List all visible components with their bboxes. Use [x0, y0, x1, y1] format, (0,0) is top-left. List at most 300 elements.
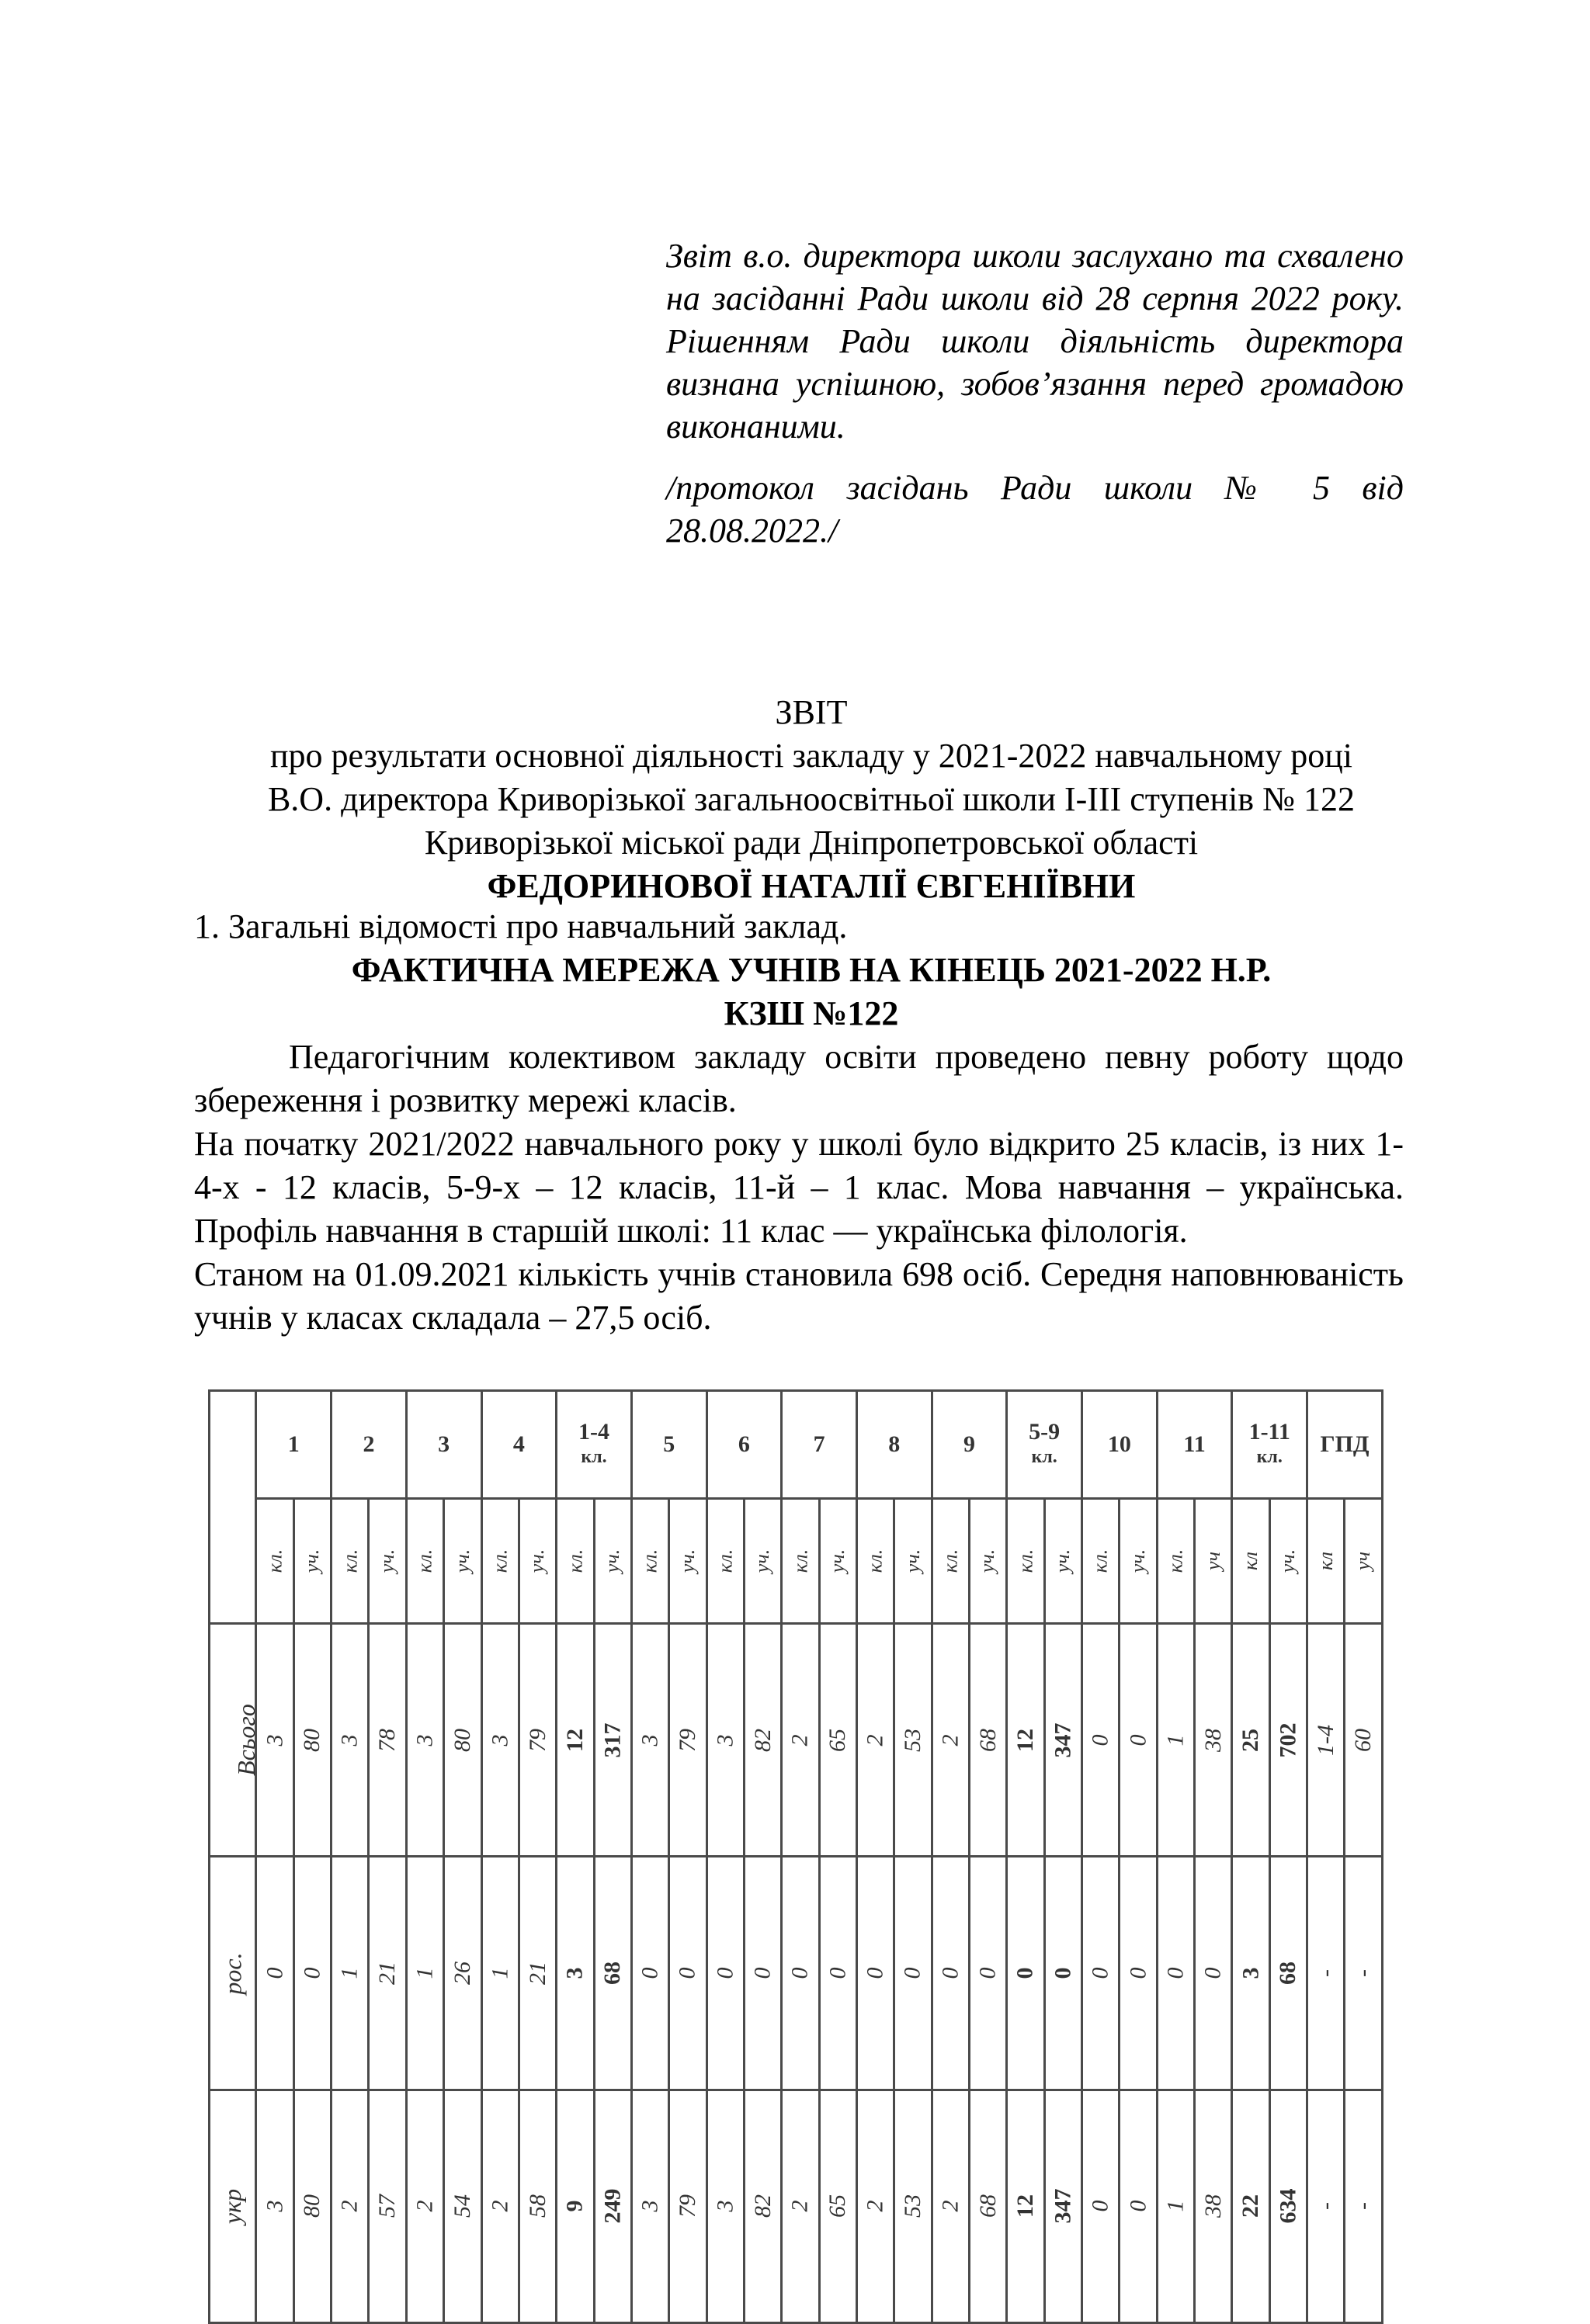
table-cell	[856, 1624, 894, 1857]
subheader-cell	[1269, 1498, 1307, 1623]
group-header	[256, 1391, 332, 1499]
cell-value: 53	[899, 2194, 925, 2218]
cell-value: 249	[599, 2188, 626, 2224]
body-text	[194, 1035, 1404, 1340]
subheader-cell	[706, 1498, 744, 1623]
cell-value: 0	[674, 1967, 700, 1979]
subheader-cell	[557, 1498, 594, 1623]
cell-value: 80	[299, 1728, 325, 1752]
table-cell	[631, 1624, 668, 1857]
table-row	[210, 1857, 1383, 2090]
table-cell	[1232, 2090, 1269, 2322]
table-cell	[293, 1857, 331, 2090]
table-cell	[706, 1857, 744, 2090]
group-header-label: 1-11	[1248, 1418, 1290, 1445]
cell-value: 0	[262, 1967, 288, 1979]
body-paragraph-1: Педагогічним колективом закладу освіти проведено певну роботу щодо збереження і розвитку мережі класів.	[194, 1038, 1404, 1119]
group-header-label: 2	[363, 1431, 375, 1457]
subheader-label: кл.	[338, 1549, 361, 1573]
table-cell	[1345, 1624, 1383, 1857]
row-label: Всього	[231, 1704, 260, 1777]
subheader-cell	[669, 1498, 706, 1623]
cell-value: 2	[487, 2200, 513, 2212]
group-header	[706, 1391, 782, 1499]
cell-value: 80	[449, 1728, 475, 1752]
cell-value: 3	[637, 2200, 663, 2212]
cell-value: 1	[336, 1967, 363, 1979]
cell-value: 0	[1125, 2200, 1151, 2212]
subheader-cell	[1195, 1498, 1232, 1623]
subheader-cell	[1345, 1498, 1383, 1623]
group-header-label: 10	[1107, 1431, 1131, 1457]
cell-value: 317	[599, 1722, 626, 1758]
cell-value: 22	[1238, 2194, 1264, 2218]
table-cell	[744, 2090, 781, 2322]
group-header-label: ГПД	[1320, 1431, 1370, 1457]
cell-value: 26	[449, 1962, 475, 1986]
table-cell	[594, 1857, 631, 2090]
table-cell	[932, 2090, 969, 2322]
cell-value: 3	[712, 1734, 738, 1746]
table-cell	[594, 2090, 631, 2322]
subheader-cell	[481, 1498, 519, 1623]
table-cell	[519, 1624, 556, 1857]
table-cell	[256, 1624, 293, 1857]
table-cell	[1082, 1857, 1120, 2090]
cell-value: 38	[1199, 2194, 1226, 2218]
section-heading: 1. Загальні відомості про навчальний заклад.	[194, 907, 848, 945]
table-cell	[932, 1857, 969, 2090]
body-paragraph-3: Станом на 01.09.2021 кількість учнів становила 698 осіб. Середня наповнюваність учнів у класах складала – 27,5 осіб.	[194, 1255, 1404, 1337]
cell-value: 347	[1050, 2188, 1076, 2224]
subheader-cell	[406, 1498, 443, 1623]
cell-value: 347	[1050, 1722, 1076, 1758]
cell-value: 79	[674, 1728, 700, 1752]
cell-value: -	[1350, 2202, 1376, 2211]
table-cell	[369, 2090, 406, 2322]
group-header	[631, 1391, 706, 1499]
table-cell	[1044, 1857, 1081, 2090]
cell-value: 0	[1012, 1967, 1038, 1979]
cell-value: 0	[299, 1967, 325, 1979]
cell-value: 0	[1087, 2200, 1113, 2212]
cell-value: 0	[974, 1967, 1001, 1979]
cell-value: 25	[1238, 1728, 1264, 1752]
cell-value: 3	[712, 2200, 738, 2212]
cell-value: 78	[374, 1728, 401, 1752]
network-title-line-1: ФАКТИЧНА МЕРЕЖА УЧНІВ НА КІНЕЦЬ 2021-2022 Н.Р.	[351, 951, 1272, 989]
subheader-cell	[1232, 1498, 1269, 1623]
cell-value: 60	[1350, 1728, 1376, 1752]
subheader-cell	[519, 1498, 556, 1623]
cell-value: 3	[1238, 1967, 1264, 1979]
group-header	[1307, 1391, 1383, 1499]
cell-value: 634	[1275, 2188, 1301, 2224]
table-cell	[782, 1624, 819, 1857]
table-cell	[1120, 1857, 1157, 2090]
table-cell	[1120, 2090, 1157, 2322]
subheader-cell	[782, 1498, 819, 1623]
table-cell	[969, 1624, 1006, 1857]
subheader-label: уч.	[601, 1549, 624, 1573]
cell-value: 1	[487, 1967, 513, 1979]
table-cell	[631, 2090, 668, 2322]
table-cell	[894, 1624, 932, 1857]
table-cell	[1345, 1857, 1383, 2090]
cell-value: 0	[1050, 1967, 1076, 1979]
cell-value: -	[1312, 1969, 1338, 1978]
subheader-label: кл.	[863, 1549, 887, 1573]
cell-value: 0	[899, 1967, 925, 1979]
cell-value: 53	[899, 1728, 925, 1752]
subheader-cell	[1307, 1498, 1345, 1623]
cell-value: 68	[974, 1728, 1001, 1752]
table-cell	[293, 2090, 331, 2322]
table-cell	[1157, 1624, 1194, 1857]
student-network-table	[208, 1389, 1383, 2324]
subheader-cell	[1157, 1498, 1194, 1623]
network-title	[171, 949, 1452, 1035]
director-name: ФЕДОРИНОВОЇ НАТАЛІЇ ЄВГЕНІЇВНИ	[487, 867, 1136, 905]
cell-value: 38	[1199, 1728, 1226, 1752]
group-header	[406, 1391, 481, 1499]
table-subheader-row	[210, 1498, 1383, 1623]
table-cell	[1007, 2090, 1044, 2322]
table-cell	[969, 2090, 1006, 2322]
cell-value: 2	[937, 2200, 963, 2212]
table-cell	[1269, 1624, 1307, 1857]
table-cell	[1157, 1857, 1194, 2090]
subheader-cell	[819, 1498, 856, 1623]
table-cell	[894, 2090, 932, 2322]
table-cell	[1195, 1624, 1232, 1857]
cell-value: 2	[937, 1734, 963, 1746]
table-cell	[894, 1857, 932, 2090]
table-cell	[856, 2090, 894, 2322]
cell-value: 0	[1125, 1967, 1151, 1979]
table-cell	[1195, 2090, 1232, 2322]
table-cell	[1307, 1857, 1345, 2090]
table-cell	[256, 1857, 293, 2090]
table-cell	[369, 1857, 406, 2090]
group-header	[782, 1391, 857, 1499]
subheader-cell	[631, 1498, 668, 1623]
subheader-cell	[744, 1498, 781, 1623]
table-cell	[1120, 1624, 1157, 1857]
subheader-cell	[894, 1498, 932, 1623]
table-cell	[856, 1857, 894, 2090]
report-subtitle-line-2: В.О. директора Криворізької загальноосвітньої школи І-ІІІ ступенів № 122	[267, 780, 1356, 818]
table-cell	[1269, 1857, 1307, 2090]
table-cell	[369, 1624, 406, 1857]
body-paragraph-2: На початку 2021/2022 навчального року у школі було відкрито 25 класів, із них 1-4-х - 12 класів, 5-9-х – 12 класів, 11-й – 1 клас. Мова навчання – українська. Профіль навчання в старшій школі: 11 клас — українська філологія.	[194, 1125, 1404, 1250]
table-cell	[932, 1624, 969, 1857]
subheader-label: кл.	[488, 1549, 512, 1573]
table-row	[210, 2090, 1383, 2322]
group-header	[932, 1391, 1007, 1499]
table-cell	[519, 2090, 556, 2322]
table-cell	[444, 1624, 481, 1857]
subheader-label: уч.	[1276, 1549, 1300, 1573]
table-cell	[1232, 1624, 1269, 1857]
subheader-cell	[1044, 1498, 1081, 1623]
row-label: рос.	[218, 1952, 247, 1995]
cell-value: 0	[937, 1967, 963, 1979]
table-cell	[669, 2090, 706, 2322]
group-header-label: 7	[813, 1431, 825, 1457]
group-header-label: 4	[512, 1431, 525, 1457]
table-cell	[293, 1624, 331, 1857]
table-cell	[1082, 1624, 1120, 1857]
subheader-label: кл.	[713, 1549, 737, 1573]
subheader-label: кл.	[1013, 1549, 1036, 1573]
cell-value: 0	[825, 1967, 851, 1979]
cell-value: 65	[825, 1728, 851, 1752]
cell-value: 3	[411, 1734, 438, 1746]
cell-value: 0	[749, 1967, 776, 1979]
table-cell	[1044, 1624, 1081, 1857]
cell-value: 2	[336, 2200, 363, 2212]
row-label-cell	[210, 1857, 256, 2090]
network-title-line-2: КЗШ №122	[724, 994, 899, 1032]
subheader-label: кл.	[413, 1549, 436, 1573]
table-cell	[406, 2090, 443, 2322]
table-cell	[819, 1857, 856, 2090]
subheader-cell	[856, 1498, 894, 1623]
table-header-row	[210, 1391, 1383, 1499]
group-header-label: 8	[888, 1431, 901, 1457]
subheader-cell	[369, 1498, 406, 1623]
table-cell	[406, 1624, 443, 1857]
group-header	[1157, 1391, 1232, 1499]
table-cell	[1082, 2090, 1120, 2322]
group-header-label: 5	[663, 1431, 675, 1457]
table-cell	[332, 1857, 369, 2090]
cell-value: 0	[1087, 1967, 1113, 1979]
subheader-label: уч.	[826, 1549, 849, 1573]
table-cell	[444, 1857, 481, 2090]
cell-value: 1	[411, 1967, 438, 1979]
subheader-label: уч.	[300, 1549, 324, 1573]
group-header-label: 9	[963, 1431, 975, 1457]
report-subtitle-line-1: про результати основної діяльності закладу у 2021-2022 навчальному році	[269, 737, 1352, 775]
report-subtitle-line-3: Криворізької міської ради Дніпропетровської області	[424, 824, 1199, 862]
cell-value: 82	[749, 2194, 776, 2218]
cell-value: 3	[336, 1734, 363, 1746]
table-cell	[557, 1624, 594, 1857]
table-cell	[332, 2090, 369, 2322]
table-cell	[1307, 1624, 1345, 1857]
table-cell	[332, 1624, 369, 1857]
group-header-sub: кл.	[581, 1446, 607, 1467]
subheader-cell	[444, 1498, 481, 1623]
cell-value: 0	[786, 1967, 813, 1979]
subheader-label: уч.	[1051, 1549, 1074, 1573]
cell-value: 68	[974, 2194, 1001, 2218]
subheader-cell	[332, 1498, 369, 1623]
table-cell	[256, 2090, 293, 2322]
table-cell	[631, 1857, 668, 2090]
row-label-cell	[210, 2090, 256, 2322]
table-cell	[1195, 1857, 1232, 2090]
group-header-sub: кл.	[1256, 1446, 1283, 1467]
subheader-label: кл.	[1164, 1549, 1187, 1573]
table-cell	[557, 1857, 594, 2090]
cell-value: 80	[299, 2194, 325, 2218]
cell-value: 2	[862, 2200, 888, 2212]
subheader-label: уч.	[976, 1549, 999, 1573]
subheader-cell	[256, 1498, 293, 1623]
subheader-label: уч.	[675, 1549, 699, 1573]
cell-value: 21	[374, 1962, 401, 1986]
cell-value: 3	[561, 1967, 588, 1979]
table-cell	[1345, 2090, 1383, 2322]
group-header-sub: кл.	[1031, 1446, 1057, 1467]
subheader-label: кл	[1314, 1552, 1337, 1571]
cell-value: 2	[862, 1734, 888, 1746]
subheader-label: кл.	[263, 1549, 286, 1573]
table-cell	[744, 1624, 781, 1857]
cell-value: 702	[1275, 1722, 1301, 1758]
subheader-cell	[594, 1498, 631, 1623]
approval-paragraph: Звіт в.о. директора школи заслухано та схвалено на засіданні Ради школи від 28 серпня 2022 року. Рішенням Ради школи діяльність директора визнана успішною, зобов’язання перед громадою виконаними.	[666, 237, 1404, 446]
group-header	[1082, 1391, 1158, 1499]
subheader-label: уч.	[1127, 1549, 1150, 1573]
cell-value: 82	[749, 1728, 776, 1752]
group-header-label: 11	[1183, 1431, 1206, 1457]
group-header	[481, 1391, 557, 1499]
cell-value: 12	[561, 1728, 588, 1752]
table-cell	[706, 1624, 744, 1857]
report-title: ЗВІТ	[775, 693, 848, 731]
cell-value: 0	[1087, 1734, 1113, 1746]
subheader-label: уч	[1201, 1552, 1224, 1571]
approval-note	[666, 234, 1404, 552]
subheader-cell	[1007, 1498, 1044, 1623]
subheader-cell	[1120, 1498, 1157, 1623]
group-header	[332, 1391, 407, 1499]
cell-value: 79	[524, 1728, 550, 1752]
table-cell	[1232, 1857, 1269, 2090]
cell-value: 57	[374, 2194, 401, 2218]
row-label: укр	[218, 2188, 247, 2224]
subheader-label: кл	[1239, 1552, 1262, 1571]
table-cell	[1044, 2090, 1081, 2322]
subheader-label: уч.	[450, 1549, 474, 1573]
cell-value: 2	[786, 1734, 813, 1746]
table-cell	[1007, 1857, 1044, 2090]
cell-value: -	[1350, 1969, 1376, 1978]
table-cell	[444, 2090, 481, 2322]
cell-value: 0	[712, 1967, 738, 1979]
subheader-cell	[293, 1498, 331, 1623]
table-cell	[969, 1857, 1006, 2090]
table-cell	[819, 2090, 856, 2322]
cell-value: 9	[561, 2200, 588, 2212]
protocol-reference: /протокол засідань Ради школи № 5 від 28.08.2022./	[666, 469, 1404, 550]
subheader-cell	[932, 1498, 969, 1623]
subheader-label: кл.	[788, 1549, 811, 1573]
cell-value: 0	[1199, 1967, 1226, 1979]
cell-value: 21	[524, 1962, 550, 1986]
group-header	[557, 1391, 632, 1499]
group-header	[856, 1391, 932, 1499]
table-cell	[594, 1624, 631, 1857]
subheader-cell	[1082, 1498, 1120, 1623]
table-cell	[782, 2090, 819, 2322]
cell-value: 0	[862, 1967, 888, 1979]
cell-value: 2	[411, 2200, 438, 2212]
group-header-label: 6	[738, 1431, 750, 1457]
group-header	[1007, 1391, 1082, 1499]
subheader-label: кл.	[939, 1549, 962, 1573]
table-cell	[669, 1624, 706, 1857]
table-row	[210, 1624, 1383, 1857]
cell-value: 1	[1162, 1734, 1189, 1746]
subheader-label: уч	[1352, 1552, 1375, 1571]
subheader-label: кл.	[1088, 1549, 1112, 1573]
table-cell	[557, 2090, 594, 2322]
table-cell	[706, 2090, 744, 2322]
table-cell	[519, 1857, 556, 2090]
cell-value: 58	[524, 2194, 550, 2218]
table-cell	[481, 1624, 519, 1857]
cell-value: 2	[786, 2200, 813, 2212]
cell-value: 0	[1162, 1967, 1189, 1979]
cell-value: 3	[262, 1734, 288, 1746]
table-cell	[406, 1857, 443, 2090]
table-cell	[669, 1857, 706, 2090]
table-cell	[782, 1857, 819, 2090]
cell-value: -	[1312, 2202, 1338, 2211]
subheader-label: уч.	[901, 1549, 924, 1573]
row-label-cell	[210, 1624, 260, 1857]
report-heading	[171, 691, 1452, 908]
group-header-label: 3	[438, 1431, 450, 1457]
subheader-label: уч.	[526, 1549, 549, 1573]
group-header-label: 1-4	[578, 1418, 610, 1445]
cell-value: 0	[1125, 1734, 1151, 1746]
table-cell	[481, 2090, 519, 2322]
subheader-cell	[969, 1498, 1006, 1623]
cell-value: 1-4	[1312, 1724, 1338, 1756]
subheader-label: уч.	[376, 1549, 399, 1573]
cell-value: 68	[1275, 1962, 1301, 1986]
cell-value: 65	[825, 2194, 851, 2218]
cell-value: 0	[637, 1967, 663, 1979]
table-cell	[1157, 2090, 1194, 2322]
table-cell	[744, 1857, 781, 2090]
table-cell	[819, 1624, 856, 1857]
table-cell	[1007, 1624, 1044, 1857]
subheader-label: уч.	[751, 1549, 774, 1573]
cell-value: 3	[637, 1734, 663, 1746]
group-header-label: 5-9	[1029, 1418, 1061, 1445]
group-header-label: 1	[287, 1431, 300, 1457]
cell-value: 3	[262, 2200, 288, 2212]
subheader-label: кл.	[563, 1549, 586, 1573]
cell-value: 3	[487, 1734, 513, 1746]
subheader-label: кл.	[638, 1549, 661, 1573]
table-cell	[481, 1857, 519, 2090]
cell-value: 1	[1162, 2200, 1189, 2212]
table-corner-cell	[210, 1391, 256, 1624]
table-cell	[1307, 2090, 1345, 2322]
table-cell	[1269, 2090, 1307, 2322]
cell-value: 79	[674, 2194, 700, 2218]
cell-value: 12	[1012, 1728, 1038, 1752]
cell-value: 12	[1012, 2194, 1038, 2218]
